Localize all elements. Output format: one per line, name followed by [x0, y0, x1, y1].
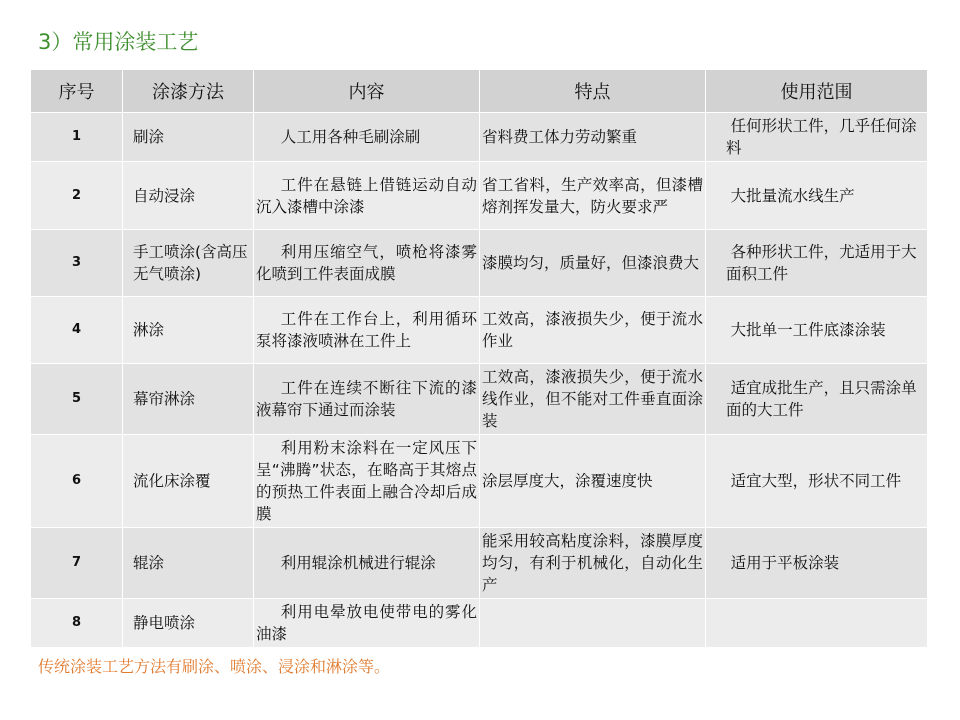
cell-scope: 大批量流水线生产 — [706, 162, 928, 230]
table-row — [31, 162, 928, 230]
cell-scope: 适宜大型，形状不同工件 — [706, 435, 928, 528]
header-scope: 使用范围 — [706, 70, 928, 113]
cell-method: 静电喷涂 — [123, 599, 254, 648]
cell-method: 幕帘淋涂 — [123, 364, 254, 435]
cell-feature: 能采用较高粘度涂料，漆膜厚度均匀，有利于机械化，自动化生产 — [480, 528, 706, 599]
cell-no: 4 — [31, 297, 123, 364]
cell-no: 1 — [31, 113, 123, 162]
table-header-row — [31, 70, 928, 113]
cell-method: 手工喷涂(含高压无气喷涂) — [123, 230, 254, 297]
header-feature: 特点 — [480, 70, 706, 113]
cell-feature: 工效高，漆液损失少，便于流水作业 — [480, 297, 706, 364]
table-row — [31, 528, 928, 599]
cell-feature: 省工省料，生产效率高，但漆槽熔剂挥发量大，防火要求严 — [480, 162, 706, 230]
cell-content: 利用辊涂机械进行辊涂 — [254, 528, 480, 599]
cell-content: 利用电晕放电使带电的雾化油漆 — [254, 599, 480, 648]
table-row — [31, 230, 928, 297]
cell-method: 自动浸涂 — [123, 162, 254, 230]
cell-method: 淋涂 — [123, 297, 254, 364]
cell-feature: 省料费工体力劳动繁重 — [480, 113, 706, 162]
cell-method: 辊涂 — [123, 528, 254, 599]
cell-no: 5 — [31, 364, 123, 435]
header-content: 内容 — [254, 70, 480, 113]
cell-no: 6 — [31, 435, 123, 528]
cell-no: 2 — [31, 162, 123, 230]
cell-method: 刷涂 — [123, 113, 254, 162]
process-table-container — [30, 69, 927, 648]
cell-scope: 任何形状工件，几乎任何涂料 — [706, 113, 928, 162]
cell-feature: 工效高，漆液损失少，便于流水线作业，但不能对工件垂直面涂装 — [480, 364, 706, 435]
cell-content: 人工用各种毛刷涂刷 — [254, 113, 480, 162]
header-method: 涂漆方法 — [123, 70, 254, 113]
cell-method: 流化床涂覆 — [123, 435, 254, 528]
table-row — [31, 599, 928, 648]
table-row — [31, 113, 928, 162]
cell-content: 工件在悬链上借链运动自动沉入漆槽中涂漆 — [254, 162, 480, 230]
cell-scope: 各种形状工件，尤适用于大面积工件 — [706, 230, 928, 297]
cell-content: 工件在工作台上，利用循环泵将漆液喷淋在工件上 — [254, 297, 480, 364]
cell-feature: 涂层厚度大，涂覆速度快 — [480, 435, 706, 528]
cell-content: 利用压缩空气，喷枪将漆雾化喷到工件表面成膜 — [254, 230, 480, 297]
footer-note: 传统涂装工艺方法有刷涂、喷涂、浸涂和淋涂等。 — [38, 657, 391, 676]
cell-scope: 适用于平板涂装 — [706, 528, 928, 599]
cell-scope: 适宜成批生产，且只需涂单面的大工件 — [706, 364, 928, 435]
cell-content: 工件在连续不断往下流的漆液幕帘下通过而涂装 — [254, 364, 480, 435]
table-row — [31, 435, 928, 528]
table-row — [31, 364, 928, 435]
cell-no: 3 — [31, 230, 123, 297]
coating-process-table — [30, 69, 928, 648]
cell-feature — [480, 599, 706, 648]
cell-scope — [706, 599, 928, 648]
cell-content: 利用粉末涂料在一定风压下呈“沸腾”状态，在略高于其熔点的预热工件表面上融合冷却后成膜 — [254, 435, 480, 528]
cell-feature: 漆膜均匀，质量好，但漆浪费大 — [480, 230, 706, 297]
cell-no: 7 — [31, 528, 123, 599]
page-title: 3）常用涂装工艺 — [38, 30, 199, 54]
table-row — [31, 297, 928, 364]
cell-scope: 大批单一工件底漆涂装 — [706, 297, 928, 364]
cell-no: 8 — [31, 599, 123, 648]
header-no: 序号 — [31, 70, 123, 113]
